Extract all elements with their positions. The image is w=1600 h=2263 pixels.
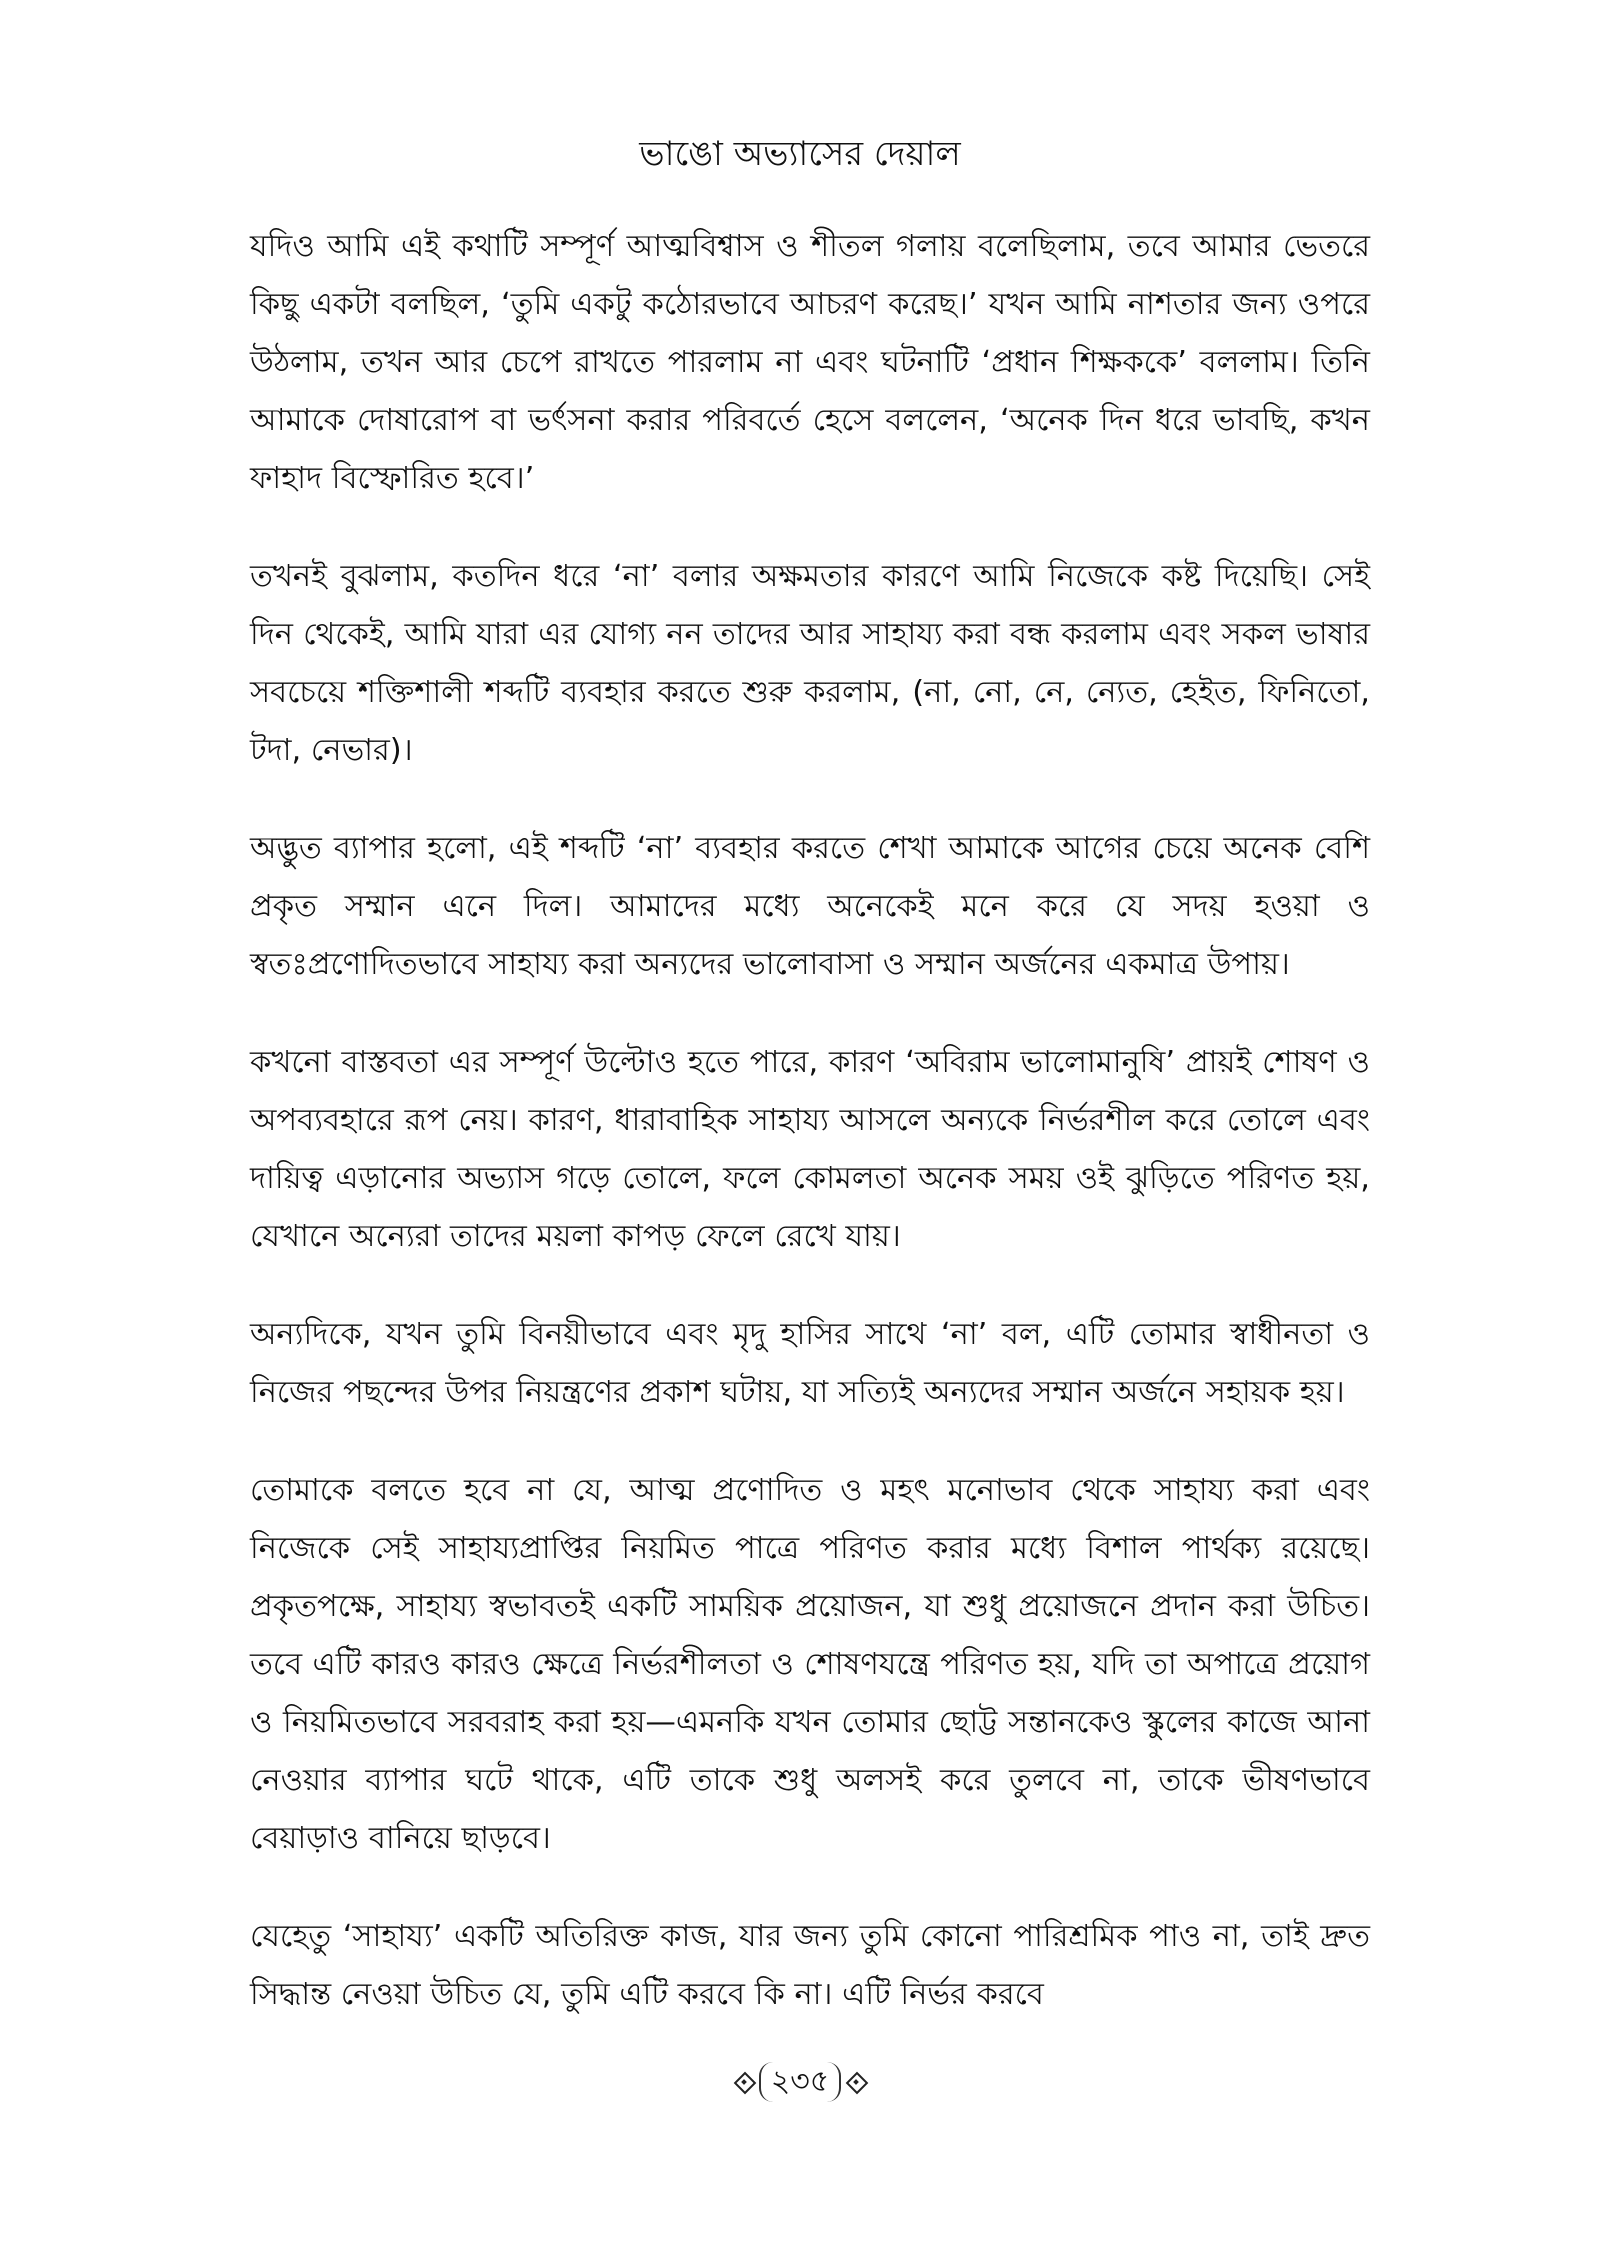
page-footer	[0, 2062, 1600, 2102]
paragraph-3: অদ্ভুত ব্যাপার হলো, এই শব্দটি ‘না’ ব্যবহার করতে শেখা আমাকে আগের চেয়ে অনেক বেশি প্রকৃত সম্মান এনে দিল। আমাদের মধ্যে অনেকেই মনে করে যে সদয় হওয়া ও স্বতঃপ্রণোদিতভাবে সাহায্য করা অন্যদের ভালোবাসা ও সম্মান অর্জনের একমাত্র উপায়।	[250, 831, 1370, 982]
paragraph-1: যদিও আমি এই কথাটি সম্পূর্ণ আত্মবিশ্বাস ও শীতল গলায় বলেছিলাম, তবে আমার ভেতরে কিছু একটা বলছিল, ‘তুমি একটু কঠোরভাবে আচরণ করেছ।’ যখন আমি নাশতার জন্য ওপরে উঠলাম, তখন আর চেপে রাখতে পারলাম না এবং ঘটনাটি ‘প্রধান শিক্ষককে’ বললাম। তিনি আমাকে দোষারোপ বা ভর্ৎসনা করার পরিবর্তে হেসে বললেন, ‘অনেক দিন ধরে ভাবছি, কখন ফাহাদ বিস্ফোরিত হবে।’	[250, 229, 1370, 496]
folio-ornament	[733, 2062, 867, 2102]
paragraph-2: তখনই বুঝলাম, কতদিন ধরে ‘না’ বলার অক্ষমতার কারণে আমি নিজেকে কষ্ট দিয়েছি। সেই দিন থেকেই, আমি যারা এর যোগ্য নন তাদের আর সাহায্য করা বন্ধ করলাম এবং সকল ভাষার সবচেয়ে শক্তিশালী শব্দটি ব্যবহার করতে শুরু করলাম, (না, নো, নে, ন্যেত, হেইত, ফিনিতো, টদা, নেভার)।	[250, 559, 1370, 768]
page-number: ২৩৫	[759, 2062, 841, 2102]
page-body	[250, 218, 1370, 2064]
right-ornament-icon	[845, 2071, 867, 2093]
paragraph-4: কখনো বাস্তবতা এর সম্পূর্ণ উল্টোও হতে পারে, কারণ ‘অবিরাম ভালোমানুষি’ প্রায়ই শোষণ ও অপব্যবহারে রূপ নেয়। কারণ, ধারাবাহিক সাহায্য আসলে অন্যকে নির্ভরশীল করে তোলে এবং দায়িত্ব এড়ানোর অভ্যাস গড়ে তোলে, ফলে কোমলতা অনেক সময় ওই ঝুড়িতে পরিণত হয়, যেখানে অন্যেরা তাদের ময়লা কাপড় ফেলে রেখে যায়।	[250, 1045, 1370, 1254]
paragraph-6: তোমাকে বলতে হবে না যে, আত্ম প্রণোদিত ও মহৎ মনোভাব থেকে সাহায্য করা এবং নিজেকে সেই সাহায্যপ্রাপ্তির নিয়মিত পাত্রে পরিণত করার মধ্যে বিশাল পার্থক্য রয়েছে। প্রকৃতপক্ষে, সাহায্য স্বভাবতই একটি সাময়িক প্রয়োজন, যা শুধু প্রয়োজনে প্রদান করা উচিত। তবে এটি কারও কারও ক্ষেত্রে নির্ভরশীলতা ও শোষণযন্ত্রে পরিণত হয়, যদি তা অপাত্রে প্রয়োগ ও নিয়মিতভাবে সরবরাহ করা হয়—এমনকি যখন তোমার ছোট্ট সন্তানকেও স্কুলের কাজে আনা নেওয়ার ব্যাপার ঘটে থাকে, এটি তাকে শুধু অলসই করে তুলবে না, তাকে ভীষণভাবে বেয়াড়াও বানিয়ে ছাড়বে।	[250, 1473, 1370, 1856]
running-header: ভাঙো অভ্যাসের দেয়াল	[639, 134, 961, 174]
paragraph-5: অন্যদিকে, যখন তুমি বিনয়ীভাবে এবং মৃদু হাসির সাথে ‘না’ বল, এটি তোমার স্বাধীনতা ও নিজের পছন্দের উপর নিয়ন্ত্রণের প্রকাশ ঘটায়, যা সত্যিই অন্যদের সম্মান অর্জনে সহায়ক হয়।	[250, 1317, 1370, 1410]
left-ornament-icon	[733, 2071, 755, 2093]
paragraph-7: যেহেতু ‘সাহায্য’ একটি অতিরিক্ত কাজ, যার জন্য তুমি কোনো পারিশ্রমিক পাও না, তাই দ্রুত সিদ্ধান্ত নেওয়া উচিত যে, তুমি এটি করবে কি না। এটি নির্ভর করবে	[250, 1919, 1370, 2012]
